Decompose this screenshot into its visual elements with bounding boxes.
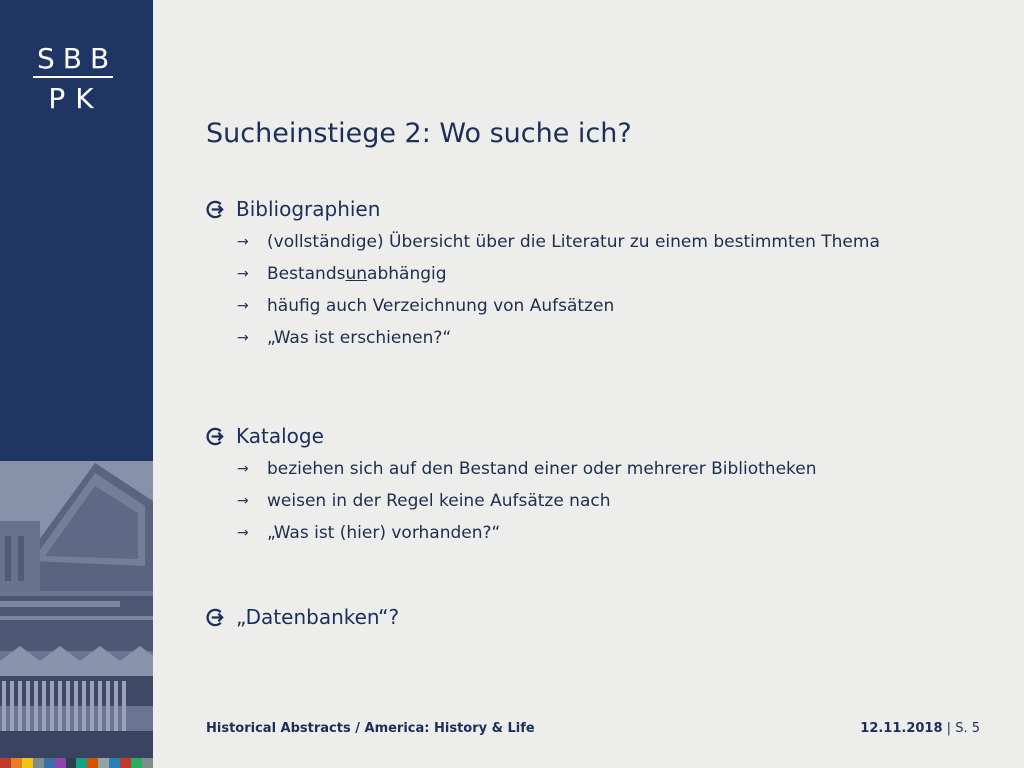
footer-title: Historical Abstracts / America: History & Life: [206, 721, 535, 736]
section-datenbanken: [206, 603, 399, 631]
color-swatch: [55, 758, 66, 768]
color-swatch: [98, 758, 109, 768]
arrow-right-icon: →: [237, 525, 249, 541]
sub-list: [206, 231, 927, 350]
arrow-right-icon: →: [237, 461, 249, 477]
sidebar: [0, 0, 153, 768]
circled-arrow-icon: [206, 608, 225, 627]
color-swatch: [131, 758, 142, 768]
arrow-right-icon: →: [237, 330, 249, 346]
arrow-right-icon: →: [237, 493, 249, 509]
section-heading-label: „Datenbanken“?: [236, 605, 400, 629]
list-item: [206, 327, 927, 350]
list-item-text: [267, 263, 927, 286]
list-item: [206, 231, 927, 254]
color-swatch: [66, 758, 77, 768]
section-heading: [206, 422, 927, 450]
color-swatch: [11, 758, 22, 768]
arrow-right-icon: →: [237, 298, 249, 314]
list-item-text: „Was ist (hier) vorhanden?“: [267, 523, 501, 543]
list-item: [206, 295, 927, 318]
underlined-text: un: [345, 264, 368, 284]
color-swatch: [109, 758, 120, 768]
list-item-text: weisen in der Regel keine Aufsätze nach: [267, 491, 611, 511]
footer-page-number: S. 5: [955, 721, 980, 736]
section-kataloge: [206, 422, 927, 554]
list-item-text: beziehen sich auf den Bestand einer oder mehrerer Bibliotheken: [267, 459, 817, 479]
color-strip: [0, 758, 153, 768]
section-heading: [206, 195, 927, 223]
footer-date: 12.11.2018: [860, 721, 943, 736]
list-item: [206, 263, 927, 286]
list-item-text: häufig auch Verzeichnung von Aufsätzen: [267, 296, 615, 316]
color-swatch: [142, 758, 153, 768]
building-photo: [0, 461, 153, 760]
section-heading: [206, 603, 399, 631]
text-part: abhängig: [367, 264, 447, 284]
color-swatch: [87, 758, 98, 768]
color-swatch: [44, 758, 55, 768]
sbb-pk-logo: [33, 42, 118, 115]
slide-title: Sucheinstiege 2: Wo suche ich?: [206, 118, 632, 149]
section-bibliographien: [206, 195, 927, 359]
arrow-right-icon: →: [237, 234, 249, 250]
color-swatch: [22, 758, 33, 768]
section-heading-label: Kataloge: [236, 424, 324, 448]
section-heading-label: Bibliographien: [236, 197, 381, 221]
text-part: Bestands: [267, 264, 346, 284]
circled-arrow-icon: [206, 200, 225, 219]
list-item: [206, 490, 927, 513]
logo-rule: [33, 76, 113, 78]
color-swatch: [33, 758, 44, 768]
logo-top-text: SBB: [37, 42, 118, 75]
footer-separator: |: [946, 721, 952, 736]
color-swatch: [120, 758, 131, 768]
circled-arrow-icon: [206, 427, 225, 446]
list-item-text: (vollständige) Übersicht über die Literatur zu einem bestimmten Thema: [267, 232, 880, 252]
sub-list: [206, 458, 927, 545]
logo-bottom-text: PK: [48, 82, 104, 115]
list-item: [206, 458, 927, 481]
footer-page-info: [860, 721, 980, 736]
arrow-right-icon: →: [237, 266, 249, 282]
color-swatch: [0, 758, 11, 768]
color-swatch: [76, 758, 87, 768]
list-item: [206, 522, 927, 545]
list-item-text: „Was ist erschienen?“: [267, 328, 452, 348]
